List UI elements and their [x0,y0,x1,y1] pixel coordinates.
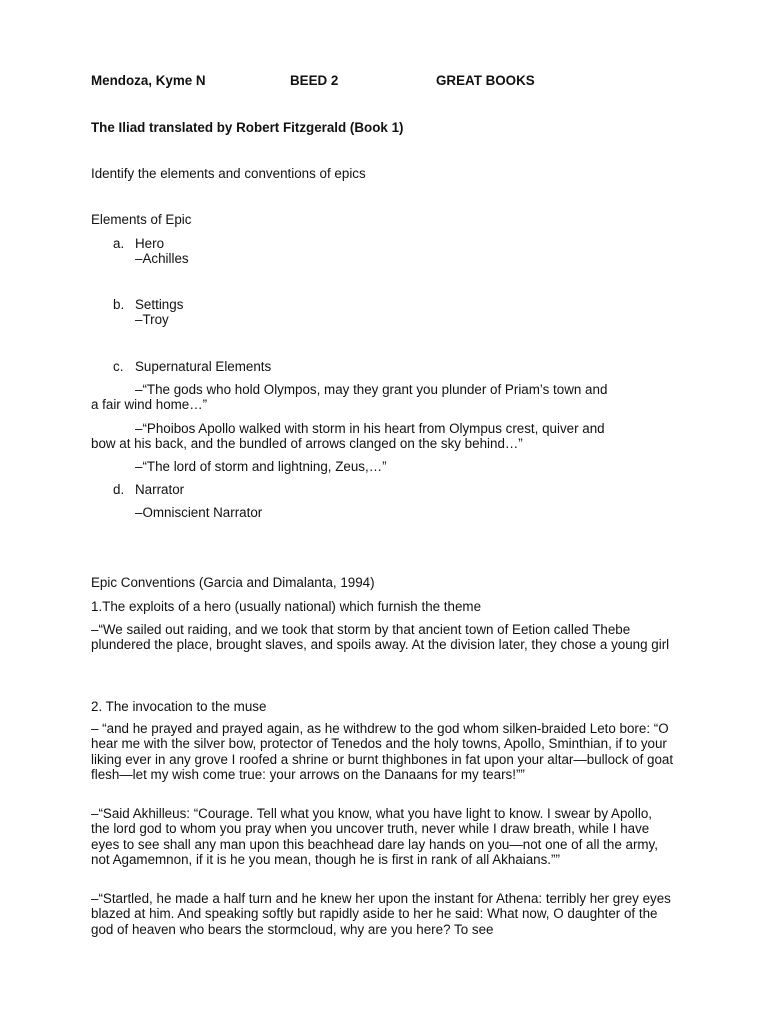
supernatural-quote-line: bow at his back, and the bundled of arrows clanged on the sky behind…” [91,436,523,451]
element-label-hero: Hero [135,236,165,251]
document-title: The Iliad translated by Robert Fitzgerald (Book 1) [91,120,404,135]
element-letter: a. [113,236,125,251]
element-detail-narrator: –Omniscient Narrator [135,505,263,520]
supernatural-quote-line: –“The gods who hold Olympos, may they grant you plunder of Priam’s town and [135,382,608,397]
convention-title: 1.The exploits of a hero (usually national) which furnish the theme [91,599,482,614]
convention-quote: –“Startled, he made a half turn and he knew her upon the instant for Athena: terribly her grey eyes blazed at him. And speaking softly but rapidly aside to her he said: What now, O daughter of the god of heaven who bears the stormcloud, why are you here? To see [91,891,671,937]
supernatural-quote-line: a fair wind home…” [91,397,208,412]
supernatural-quote-line: –“The lord of storm and lightning, Zeus,…” [135,459,387,474]
supernatural-quote-line: –“Phoibos Apollo walked with storm in his heart from Olympus crest, quiver and [135,421,605,436]
element-detail-hero: –Achilles [135,251,189,266]
element-letter: c. [113,359,124,374]
element-letter: b. [113,297,125,312]
student-name: Mendoza, Kyme N [91,73,206,88]
element-label-supernatural: Supernatural Elements [135,359,272,374]
element-detail-settings: –Troy [135,312,169,327]
conventions-heading: Epic Conventions (Garcia and Dimalanta, 1994) [91,575,375,590]
element-label-settings: Settings [135,297,184,312]
element-letter: d. [113,482,125,497]
convention-title: 2. The invocation to the muse [91,699,267,714]
instruction-text: Identify the elements and conventions of epics [91,166,366,181]
element-label-narrator: Narrator [135,482,185,497]
convention-quote: –“Said Akhilleus: “Courage. Tell what you know, what you have light to know. I swear by Apollo, the lord god to whom you pray when you uncover truth, never while I draw breath, while I have eyes to see shall any man upon this beachhead dare lay hands on you—not one of all the army, not Agamemnon, if it is he you mean, though he is first in rank of all Akhaians.”” [91,806,658,868]
convention-quote: – “and he prayed and prayed again, as he withdrew to the god whom silken-braided Leto bore: “O hear me with the silver bow, protector of Tenedos and the holy towns, Apollo, Sminthian, if to your liking ever in any grove I roofed a shrine or burnt thighbones in fat upon your altar—bullock of goat flesh—let my wish come true: your arrows on the Danaans for my tears!”” [91,721,674,783]
elements-heading: Elements of Epic [91,212,192,227]
subject-label: GREAT BOOKS [436,73,535,88]
convention-quote: –“We sailed out raiding, and we took that storm by that ancient town of Eetion called Thebe plundered the place, brought slaves, and spoils away. At the division later, they chose a young girl [91,622,670,653]
course-label: BEED 2 [290,73,339,88]
